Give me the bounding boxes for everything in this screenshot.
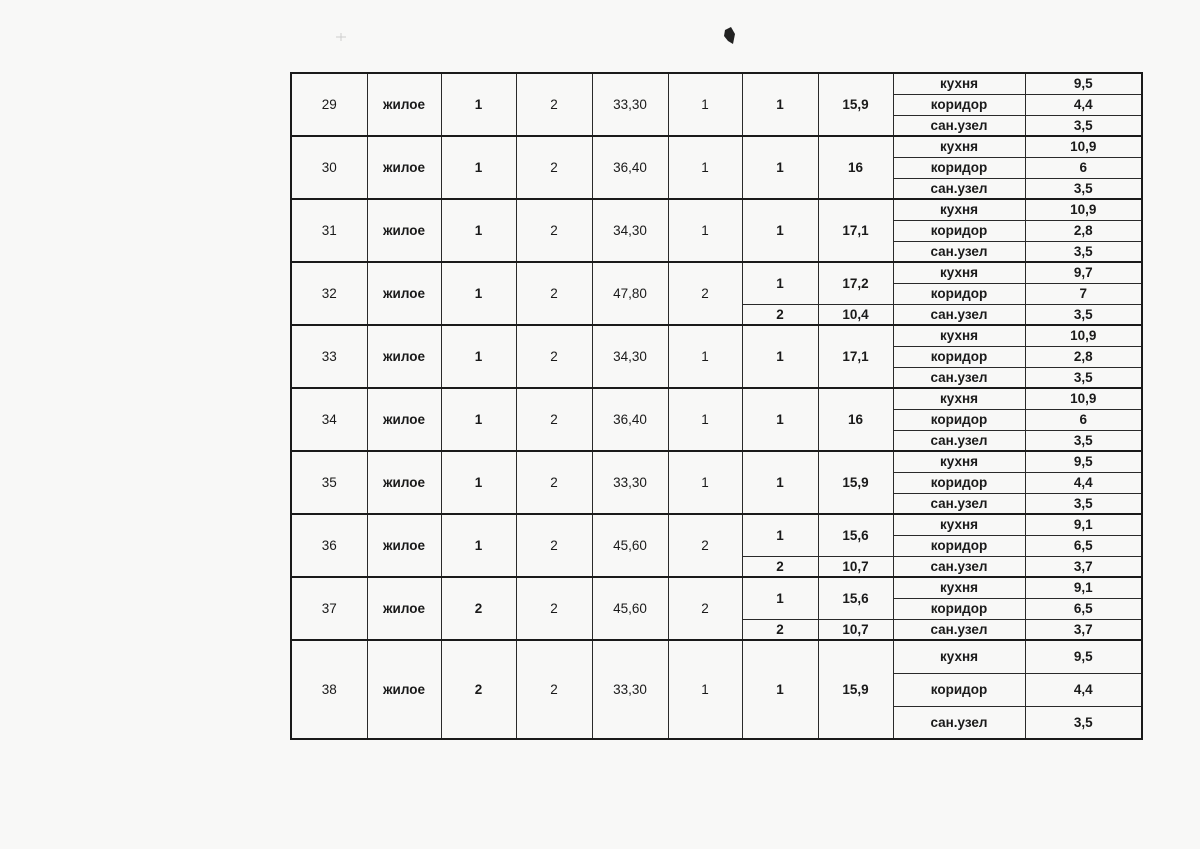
room-number: 1 (742, 640, 818, 739)
aux-room-area: 9,5 (1025, 451, 1142, 472)
aux-room-area: 9,1 (1025, 514, 1142, 535)
aux-room-name: коридор (893, 472, 1025, 493)
room-number: 1 (742, 451, 818, 514)
room-number: 1 (742, 136, 818, 199)
aux-room-area: 6,5 (1025, 598, 1142, 619)
apartment-column-4: 2 (516, 262, 592, 325)
apartment-total-area: 33,30 (592, 73, 668, 136)
apartment-type: жилое (367, 199, 441, 262)
room-number: 2 (742, 556, 818, 577)
aux-room-name: сан.узел (893, 619, 1025, 640)
apartment-number: 34 (291, 388, 367, 451)
aux-room-area: 4,4 (1025, 94, 1142, 115)
apartment-total-area: 34,30 (592, 325, 668, 388)
apartment-column-4: 2 (516, 640, 592, 739)
aux-room-name: коридор (893, 409, 1025, 430)
room-area: 15,9 (818, 73, 893, 136)
apartment-number: 36 (291, 514, 367, 577)
apartment-rooms-count: 2 (668, 262, 742, 325)
aux-room-name: сан.узел (893, 430, 1025, 451)
apartment-number: 31 (291, 199, 367, 262)
aux-room-name: коридор (893, 346, 1025, 367)
apartment-column-4: 2 (516, 325, 592, 388)
apartment-type: жилое (367, 640, 441, 739)
aux-room-area: 2,8 (1025, 346, 1142, 367)
aux-room-area: 2,8 (1025, 220, 1142, 241)
room-number: 1 (742, 388, 818, 451)
aux-room-name: кухня (893, 136, 1025, 157)
room-area: 15,9 (818, 640, 893, 739)
apartment-column-4: 2 (516, 136, 592, 199)
apartment-number: 38 (291, 640, 367, 739)
apartment-total-area: 34,30 (592, 199, 668, 262)
aux-room-name: сан.узел (893, 493, 1025, 514)
apartment-floor: 1 (441, 325, 516, 388)
aux-room-name: сан.узел (893, 178, 1025, 199)
aux-room-name: коридор (893, 220, 1025, 241)
aux-room-area: 4,4 (1025, 472, 1142, 493)
apartment-total-area: 33,30 (592, 451, 668, 514)
apartment-type: жилое (367, 577, 441, 640)
room-area: 17,1 (818, 199, 893, 262)
aux-room-area: 9,5 (1025, 73, 1142, 94)
room-number: 1 (742, 262, 818, 304)
apartment-floor: 1 (441, 136, 516, 199)
apartment-row (291, 73, 1142, 94)
room-area: 15,6 (818, 514, 893, 556)
apartment-floor: 1 (441, 451, 516, 514)
apartment-column-4: 2 (516, 73, 592, 136)
room-area: 10,4 (818, 304, 893, 325)
ink-blot-icon (722, 26, 736, 46)
aux-room-name: кухня (893, 514, 1025, 535)
room-area: 17,1 (818, 325, 893, 388)
apartment-column-4: 2 (516, 451, 592, 514)
aux-room-name: коридор (893, 157, 1025, 178)
apartment-rooms-count: 1 (668, 388, 742, 451)
aux-room-name: коридор (893, 535, 1025, 556)
aux-room-area: 6,5 (1025, 535, 1142, 556)
aux-room-area: 3,5 (1025, 493, 1142, 514)
apartment-row (291, 451, 1142, 472)
aux-room-area: 3,5 (1025, 241, 1142, 262)
aux-room-area: 3,5 (1025, 115, 1142, 136)
apartment-floor: 2 (441, 577, 516, 640)
aux-room-area: 6 (1025, 157, 1142, 178)
apartment-type: жилое (367, 136, 441, 199)
aux-room-name: кухня (893, 388, 1025, 409)
room-number: 1 (742, 514, 818, 556)
aux-room-area: 9,1 (1025, 577, 1142, 598)
aux-room-name: сан.узел (893, 706, 1025, 739)
apartment-column-4: 2 (516, 514, 592, 577)
room-area: 15,6 (818, 577, 893, 619)
apartment-registry-table (290, 72, 1143, 740)
aux-room-area: 9,5 (1025, 640, 1142, 673)
apartment-total-area: 36,40 (592, 388, 668, 451)
aux-room-area: 4,4 (1025, 673, 1142, 706)
apartment-type: жилое (367, 262, 441, 325)
apartment-row (291, 136, 1142, 157)
apartment-type: жилое (367, 388, 441, 451)
apartment-total-area: 33,30 (592, 640, 668, 739)
apartment-rooms-count: 2 (668, 577, 742, 640)
aux-room-name: сан.узел (893, 115, 1025, 136)
aux-room-name: коридор (893, 94, 1025, 115)
apartment-row (291, 262, 1142, 283)
apartment-row (291, 325, 1142, 346)
apartment-number: 29 (291, 73, 367, 136)
aux-room-area: 3,5 (1025, 178, 1142, 199)
apartment-number: 35 (291, 451, 367, 514)
scan-artifact-icon (335, 32, 347, 42)
registry-body (291, 73, 1142, 739)
apartment-row (291, 199, 1142, 220)
aux-room-name: сан.узел (893, 241, 1025, 262)
apartment-total-area: 45,60 (592, 577, 668, 640)
room-number: 2 (742, 304, 818, 325)
room-number: 1 (742, 73, 818, 136)
aux-room-area: 9,7 (1025, 262, 1142, 283)
aux-room-area: 3,7 (1025, 619, 1142, 640)
apartment-rooms-count: 1 (668, 640, 742, 739)
aux-room-name: кухня (893, 640, 1025, 673)
apartment-row (291, 514, 1142, 535)
aux-room-area: 7 (1025, 283, 1142, 304)
apartment-type: жилое (367, 451, 441, 514)
room-area: 15,9 (818, 451, 893, 514)
room-area: 10,7 (818, 619, 893, 640)
room-number: 1 (742, 577, 818, 619)
room-number: 1 (742, 199, 818, 262)
aux-room-name: кухня (893, 199, 1025, 220)
room-area: 10,7 (818, 556, 893, 577)
aux-room-area: 10,9 (1025, 199, 1142, 220)
apartment-floor: 2 (441, 640, 516, 739)
apartment-row (291, 577, 1142, 598)
apartment-type: жилое (367, 514, 441, 577)
apartment-number: 30 (291, 136, 367, 199)
aux-room-area: 3,5 (1025, 304, 1142, 325)
aux-room-area: 3,7 (1025, 556, 1142, 577)
apartment-total-area: 45,60 (592, 514, 668, 577)
apartment-column-4: 2 (516, 199, 592, 262)
apartment-total-area: 47,80 (592, 262, 668, 325)
aux-room-area: 3,5 (1025, 430, 1142, 451)
aux-room-name: сан.узел (893, 304, 1025, 325)
aux-room-name: сан.узел (893, 367, 1025, 388)
apartment-rooms-count: 1 (668, 325, 742, 388)
apartment-rooms-count: 1 (668, 136, 742, 199)
room-area: 16 (818, 136, 893, 199)
apartment-row (291, 388, 1142, 409)
apartment-floor: 1 (441, 73, 516, 136)
apartment-total-area: 36,40 (592, 136, 668, 199)
apartment-floor: 1 (441, 262, 516, 325)
aux-room-area: 10,9 (1025, 388, 1142, 409)
aux-room-name: коридор (893, 673, 1025, 706)
apartment-type: жилое (367, 73, 441, 136)
room-area: 17,2 (818, 262, 893, 304)
apartment-floor: 1 (441, 514, 516, 577)
apartment-type: жилое (367, 325, 441, 388)
aux-room-name: кухня (893, 325, 1025, 346)
aux-room-name: кухня (893, 262, 1025, 283)
aux-room-area: 3,5 (1025, 367, 1142, 388)
apartment-floor: 1 (441, 199, 516, 262)
aux-room-name: коридор (893, 598, 1025, 619)
apartment-rooms-count: 2 (668, 514, 742, 577)
room-area: 16 (818, 388, 893, 451)
aux-room-area: 6 (1025, 409, 1142, 430)
room-number: 2 (742, 619, 818, 640)
apartment-rooms-count: 1 (668, 451, 742, 514)
aux-room-name: кухня (893, 73, 1025, 94)
apartment-rooms-count: 1 (668, 73, 742, 136)
apartment-row (291, 640, 1142, 673)
aux-room-name: коридор (893, 283, 1025, 304)
room-number: 1 (742, 325, 818, 388)
aux-room-name: кухня (893, 577, 1025, 598)
apartment-column-4: 2 (516, 577, 592, 640)
apartment-number: 32 (291, 262, 367, 325)
apartment-column-4: 2 (516, 388, 592, 451)
aux-room-area: 10,9 (1025, 136, 1142, 157)
aux-room-name: сан.узел (893, 556, 1025, 577)
aux-room-name: кухня (893, 451, 1025, 472)
apartment-number: 33 (291, 325, 367, 388)
apartment-rooms-count: 1 (668, 199, 742, 262)
aux-room-area: 3,5 (1025, 706, 1142, 739)
apartment-number: 37 (291, 577, 367, 640)
aux-room-area: 10,9 (1025, 325, 1142, 346)
apartment-floor: 1 (441, 388, 516, 451)
